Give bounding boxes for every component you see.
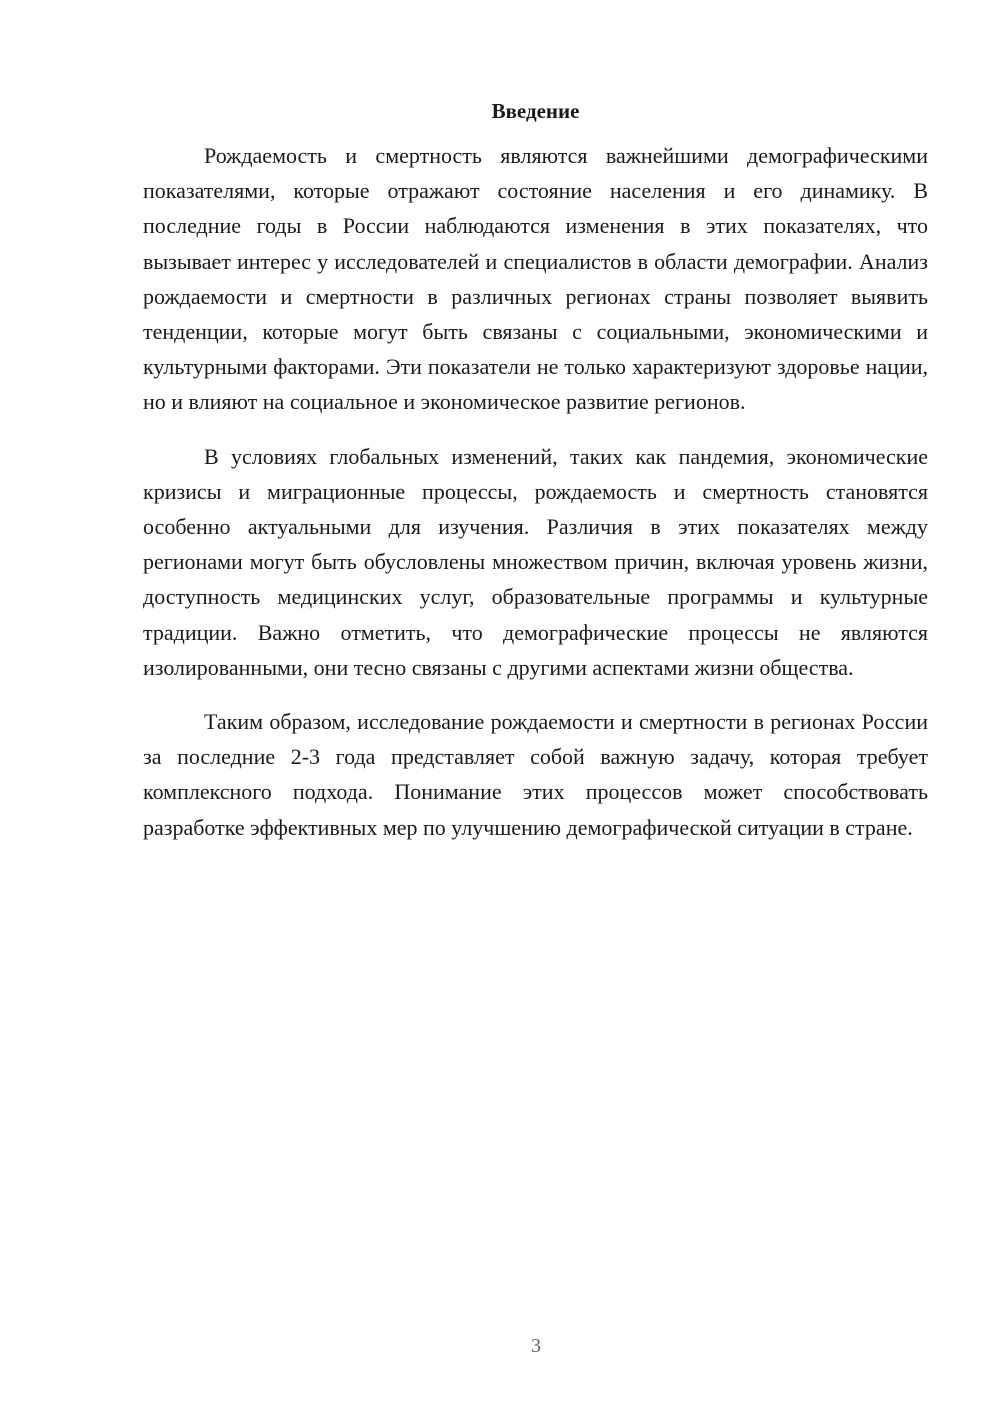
- page-number: 3: [531, 1335, 541, 1357]
- paragraph-3: Таким образом, исследование рождаемости и смертности в регионах России за последние 2-3 года представляет собой важную задачу, которая требует комплексного подхода. Понимание этих процессов может способствовать разработке эффективных мер по улучшению демографической ситуации в стране.: [143, 709, 928, 840]
- section-heading: Введение: [491, 99, 580, 123]
- paragraph-2: В условиях глобальных изменений, таких как пандемия, экономические кризисы и миграционные процессы, рождаемость и смертность становятся особенно актуальными для изучения. Различия в этих показателях между регионами могут быть обусловлены множеством причин, включая уровень жизни, доступность медицинских услуг, образовательные программы и культурные традиции. Важно отметить, что демографические процессы не являются изолированными, они тесно связаны с другими аспектами жизни общества.: [143, 443, 928, 680]
- page-content: [143, 96, 928, 864]
- paragraph-1: Рождаемость и смертность являются важнейшими демографическими показателями, которые отражают состояние населения и его динамику. В последние годы в России наблюдаются изменения в этих показателях, что вызывает интерес у исследователей и специалистов в области демографии. Анализ рождаемости и смертности в различных регионах страны позволяет выявить тенденции, которые могут быть связаны с социальными, экономическими и культурными факторами. Эти показатели не только характеризуют здоровье нации, но и влияют на социальное и экономическое развитие регионов.: [143, 143, 928, 415]
